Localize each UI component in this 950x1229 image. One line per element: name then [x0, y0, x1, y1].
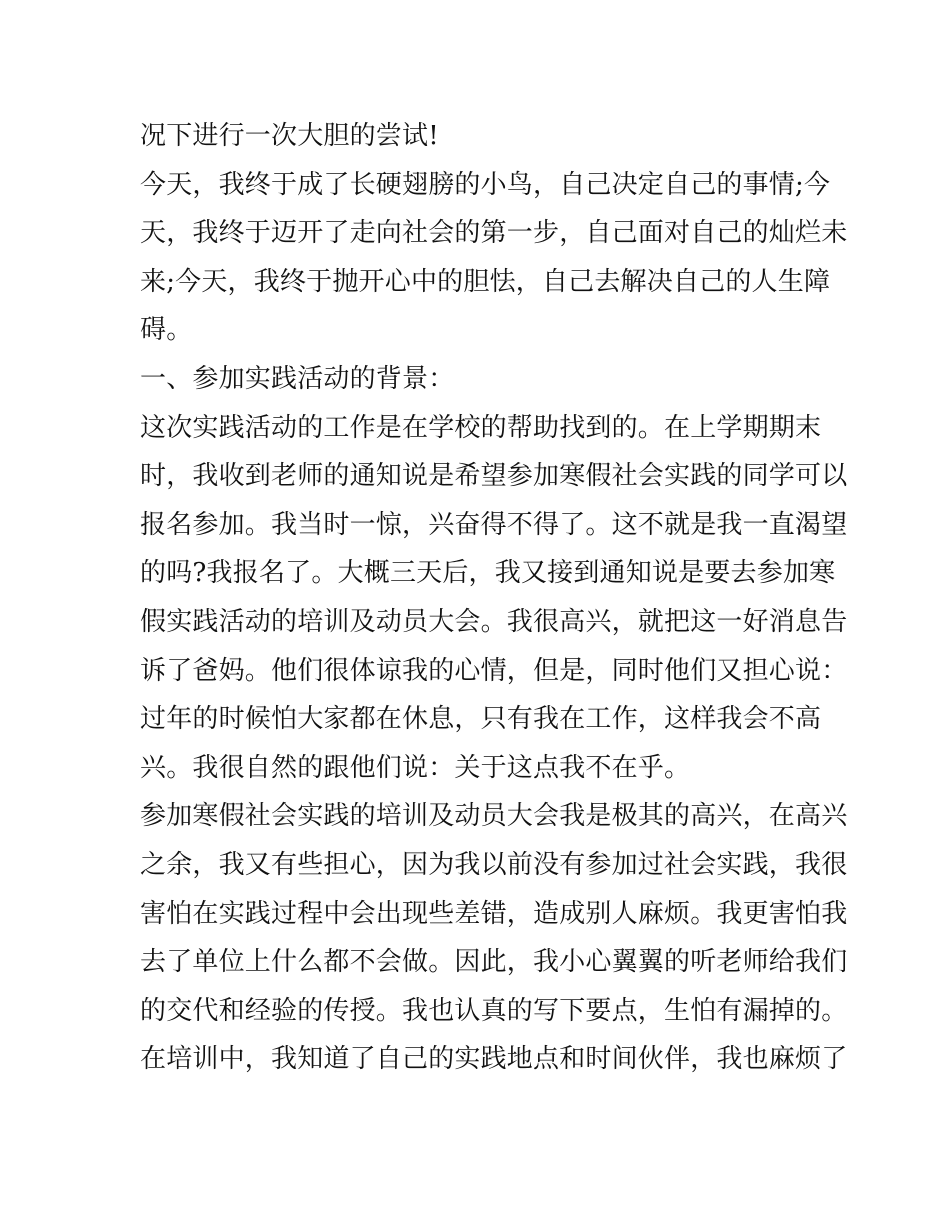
text-line: 时，我收到老师的通知说是希望参加寒假社会实践的同学可以: [140, 461, 848, 492]
text-line: 况下进行一次大胆的尝试!: [140, 121, 439, 151]
text-line: 诉了爸妈。他们很体谅我的心情，但是，同时他们又担心说：: [140, 655, 848, 686]
text-line: 这次实践活动的工作是在学校的帮助找到的。在上学期期末: [140, 412, 822, 443]
text-line: 害怕在实践过程中会出现些差错，造成别人麻烦。我更害怕我: [140, 898, 848, 929]
text-line: 之余，我又有些担心，因为我以前没有参加过社会实践，我很: [140, 849, 848, 880]
text-line: 兴。我很自然的跟他们说：关于这点我不在乎。: [140, 752, 691, 783]
text-line: 过年的时候怕大家都在休息，只有我在工作，这样我会不高: [140, 704, 822, 735]
text-line: 假实践活动的培训及动员大会。我很高兴，就把这一好消息告: [140, 606, 848, 637]
text-line: 的交代和经验的传授。我也认真的写下要点，生怕有漏掉的。: [140, 995, 848, 1026]
text-line: 报名参加。我当时一惊，兴奋得不得了。这不就是我一直渴望: [140, 509, 848, 540]
text-line: 今天，我终于成了长硬翅膀的小鸟，自己决定自己的事情;今: [140, 169, 831, 200]
text-line: 来;今天，我终于抛开心中的胆怯，自己去解决自己的人生障: [140, 266, 831, 297]
text-line: 在培训中，我知道了自己的实践地点和时间伙伴，我也麻烦了: [140, 1044, 848, 1075]
text-line: 天，我终于迈开了走向社会的第一步，自己面对自己的灿烂未: [140, 218, 848, 249]
text-line: 参加寒假社会实践的培训及动员大会我是极其的高兴，在高兴: [140, 801, 848, 832]
text-line: 去了单位上什么都不会做。因此，我小心翼翼的听老师给我们: [140, 947, 848, 978]
text-line: 的吗?我报名了。大概三天后，我又接到通知说是要去参加寒: [140, 558, 836, 589]
document-body: [140, 112, 848, 1084]
text-line: 碍。: [140, 315, 193, 346]
section-heading: 一、参加实践活动的背景：: [140, 363, 455, 394]
